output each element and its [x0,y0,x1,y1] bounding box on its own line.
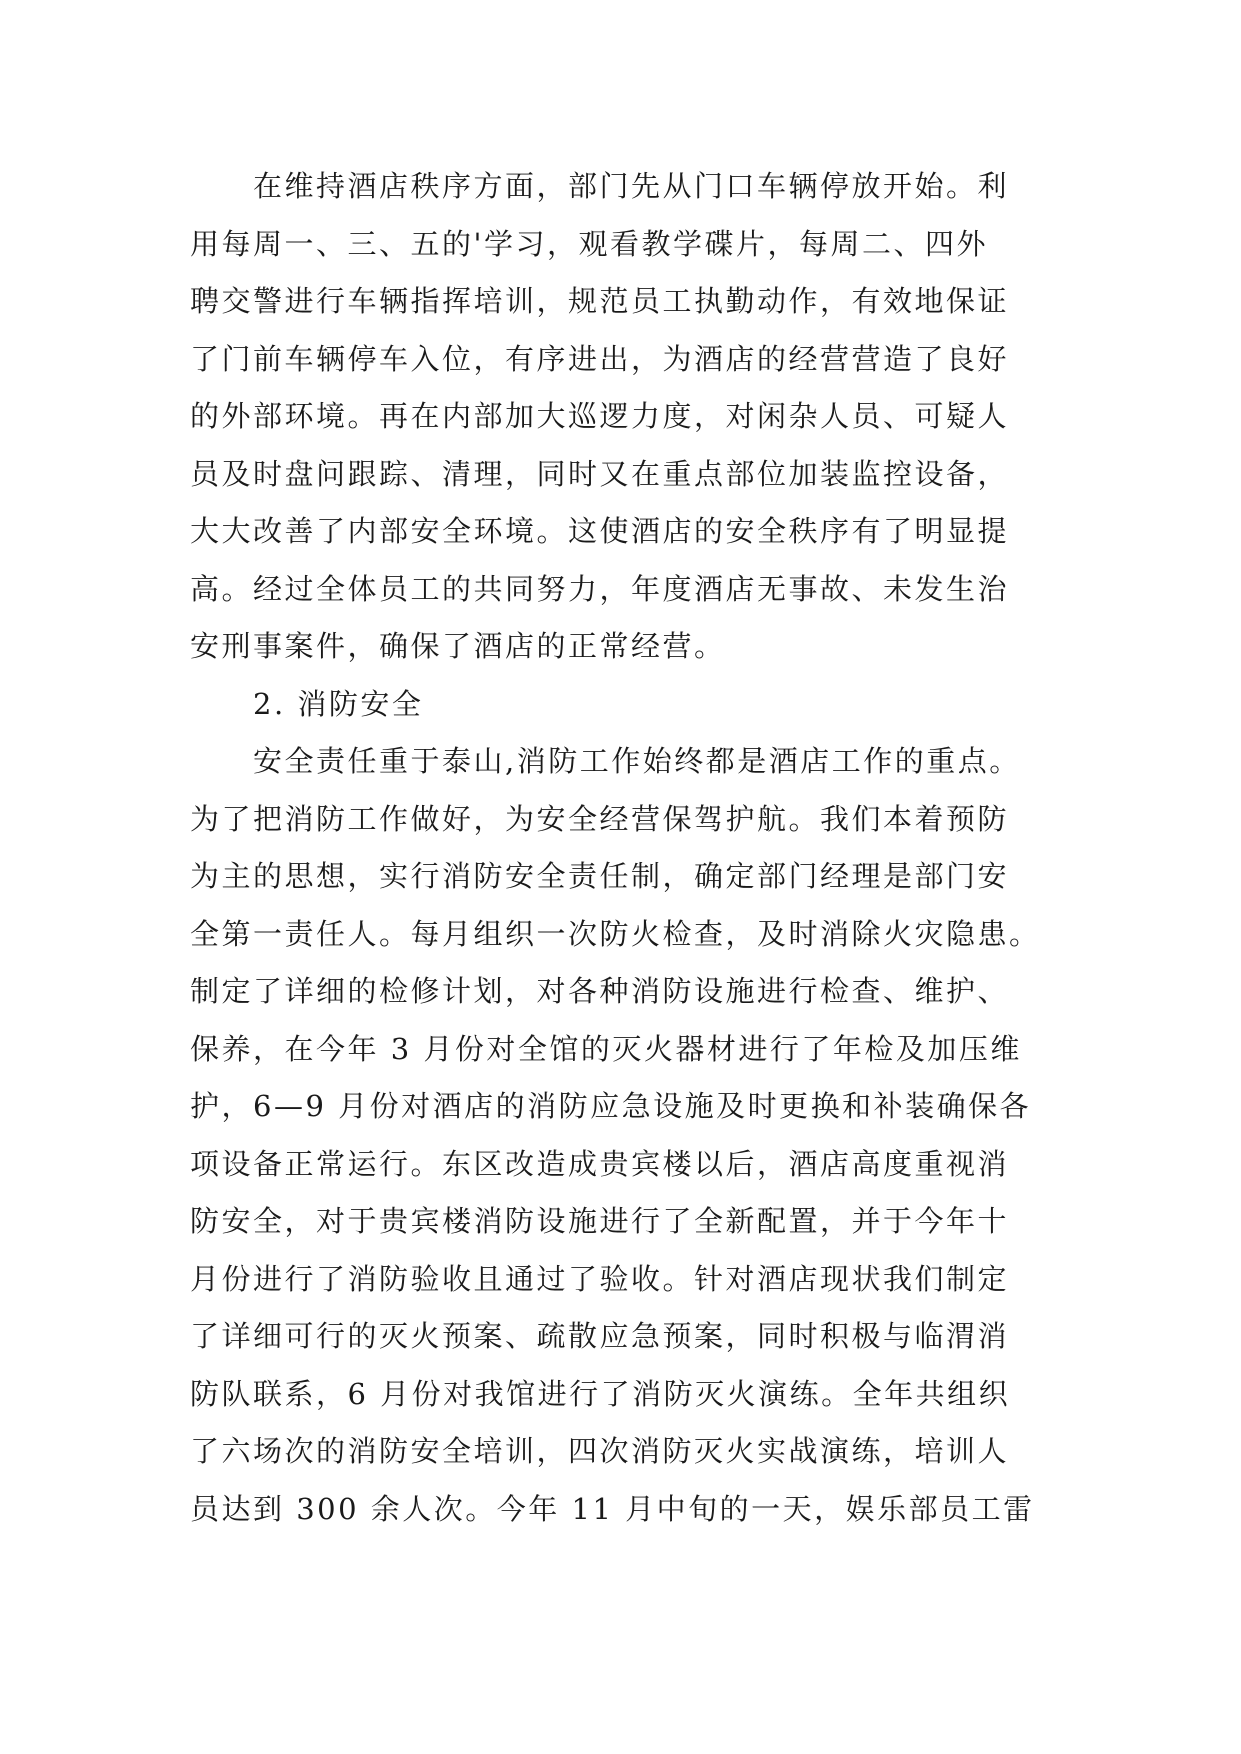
text-line: 防安全，对于贵宾楼消防设施进行了全新配置，并于今年十 [190,1204,1010,1238]
body-text [190,158,1070,1538]
text-line: 员达到 300 余人次。今年 11 月中旬的一天，娱乐部员工雷 [190,1491,1035,1526]
text-line: 安刑事案件，确保了酒店的正常经营。 [190,629,726,663]
text-line: 用每周一、三、五的'学习，观看教学碟片，每周二、四外 [190,226,988,261]
text-line: 了详细可行的灭火预案、疏散应急预案，同时积极与临渭消 [190,1319,1010,1353]
section-heading: 2. 消防安全 [190,686,424,721]
text-line: 项设备正常运行。东区改造成贵宾楼以后，酒店高度重视消 [190,1146,1010,1181]
text-line: 高。经过全体员工的共同努力，年度酒店无事故、未发生治 [190,571,1010,606]
text-line: 安全责任重于泰山,消防工作始终都是酒店工作的重点。 [190,744,1021,778]
text-line: 全第一责任人。每月组织一次防火检查，及时消除火灾隐患。 [190,916,1041,951]
text-line: 为主的思想，实行消防安全责任制，确定部门经理是部门安 [190,859,1010,893]
text-line: 大大改善了内部安全环境。这使酒店的安全秩序有了明显提 [190,514,1010,548]
text-line: 了六场次的消防安全培训，四次消防灭火实战演练，培训人 [190,1434,1010,1468]
text-line: 保养，在今年 3 月份对全馆的灭火器材进行了年检及加压维 [190,1031,1022,1066]
text-line: 制定了详细的检修计划，对各种消防设施进行检查、维护、 [190,974,1010,1008]
text-line: 为了把消防工作做好，为安全经营保驾护航。我们本着预防 [190,801,1010,836]
text-line: 了门前车辆停车入位，有序进出，为酒店的经营营造了良好 [190,341,1010,376]
text-line: 的外部环境。再在内部加大巡逻力度，对闲杂人员、可疑人 [190,399,1010,433]
text-line: 在维持酒店秩序方面，部门先从门口车辆停放开始。利 [190,169,1010,203]
text-line: 聘交警进行车辆指挥培训，规范员工执勤动作，有效地保证 [190,284,1010,318]
text-line: 防队联系，6 月份对我馆进行了消防灭火演练。全年共组织 [190,1376,1011,1411]
text-line: 护，6—9 月份对酒店的消防应急设施及时更换和补装确保各 [190,1089,1032,1123]
text-line: 月份进行了消防验收且通过了验收。针对酒店现状我们制定 [190,1261,1010,1296]
text-line: 员及时盘问跟踪、清理，同时又在重点部位加装监控设备， [190,456,1010,491]
